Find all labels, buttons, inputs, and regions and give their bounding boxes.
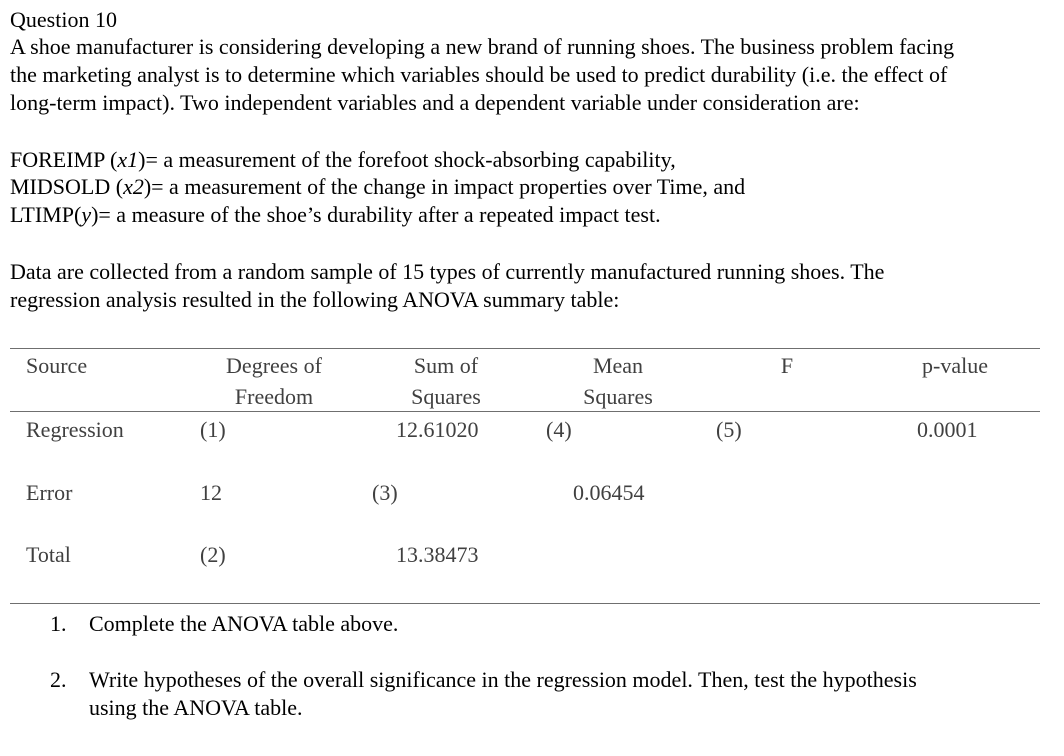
row-ss: 13.38473 [396, 542, 479, 567]
variable-name: FOREIMP ( [10, 147, 118, 172]
row-ss: (3) [372, 480, 398, 505]
variable-midsold [10, 173, 745, 201]
header-p-value: p-value [922, 353, 988, 378]
variable-symbol: x1 [117, 147, 139, 172]
task-text: Write hypotheses of the overall significance in the regression model. Then, test the hypothesis [89, 667, 917, 692]
intro-line-1: A shoe manufacturer is considering developing a new brand of running shoes. The business problem facing [10, 34, 955, 59]
variable-description: )= a measurement of the forefoot shock-absorbing capability, [138, 147, 676, 172]
header-df-line1: Degrees of [226, 353, 322, 378]
variable-description: )= a measure of the shoe’s durability after a repeated impact test. [91, 202, 661, 227]
data-line-1: Data are collected from a random sample of 15 types of currently manufactured running shoes. The [10, 259, 885, 284]
header-df-line2: Freedom [234, 384, 314, 409]
task-number: 1. [50, 611, 67, 636]
header-f: F [780, 353, 794, 378]
variable-description: )= a measurement of the change in impact properties over Time, and [143, 174, 746, 199]
row-source: Regression [26, 417, 124, 442]
variable-symbol: y [81, 202, 92, 227]
row-df: 12 [200, 480, 222, 505]
row-ms: 0.06454 [573, 480, 645, 505]
data-line-2: regression analysis resulted in the following ANOVA summary table: [10, 287, 620, 312]
row-p: 0.0001 [917, 417, 978, 442]
header-ss-line2: Squares [411, 384, 481, 409]
table-header-rule [10, 411, 1040, 412]
variable-ltimp [10, 201, 661, 229]
table-top-rule [10, 348, 1040, 349]
intro-line-3: long-term impact). Two independent variables and a dependent variable under consideration are: [10, 90, 860, 115]
variable-foreimp [10, 146, 676, 174]
question-title: Question 10 [10, 7, 117, 32]
header-ms-line2: Squares [583, 384, 653, 409]
variable-symbol: x2 [123, 174, 144, 199]
table-bottom-rule [10, 603, 1040, 604]
row-f: (5) [716, 417, 742, 442]
row-df: (2) [200, 542, 226, 567]
row-source: Total [26, 542, 71, 567]
header-ss-line1: Sum of [413, 353, 479, 378]
header-source: Source [26, 353, 88, 378]
variable-name: LTIMP( [10, 202, 82, 227]
task-text: Complete the ANOVA table above. [89, 611, 399, 636]
header-ms-line1: Mean [592, 353, 644, 378]
variable-name: MIDSOLD ( [10, 174, 124, 199]
row-df: (1) [200, 417, 226, 442]
task-text: using the ANOVA table. [89, 695, 303, 720]
task-number: 2. [50, 667, 67, 692]
row-source: Error [26, 480, 73, 505]
row-ms: (4) [546, 417, 572, 442]
row-ss: 12.61020 [396, 417, 479, 442]
intro-line-2: the marketing analyst is to determine which variables should be used to predict durability (i.e. the effect of [10, 62, 948, 87]
